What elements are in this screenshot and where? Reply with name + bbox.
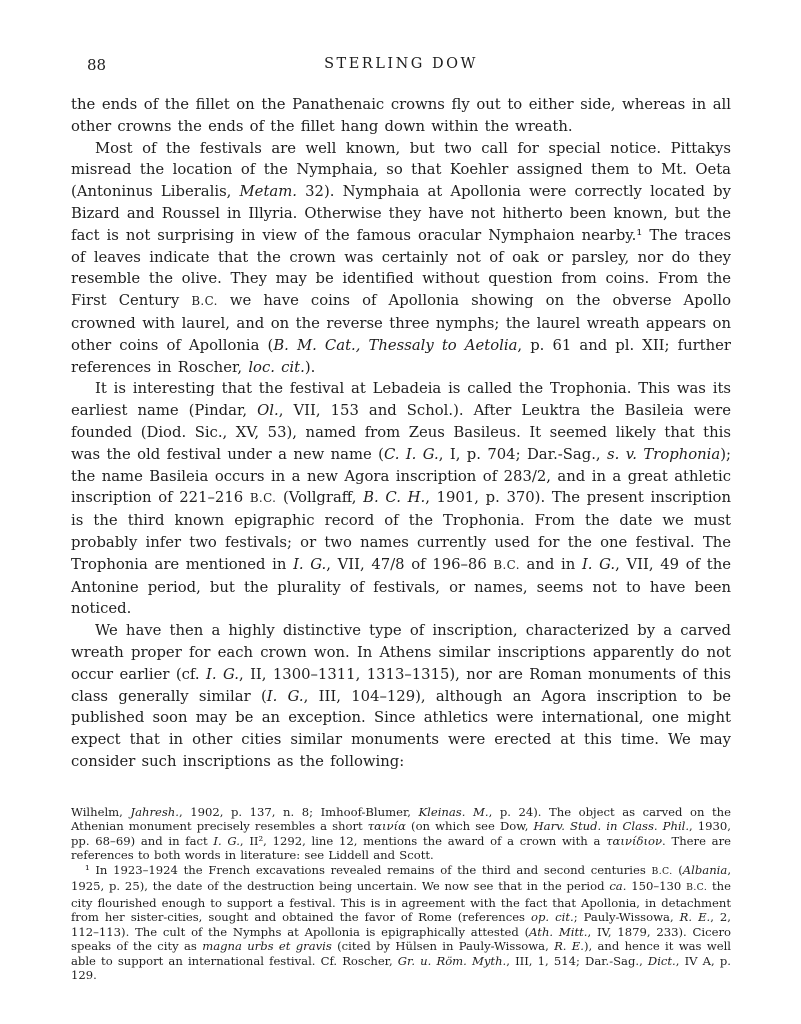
text-segment: we have coins of Apollonia showing on the obverse Apollo crowned with laurel, and on the reverse three nymphs; the laurel wreath appears on other coins of Apollonia ( [71,292,731,354]
italic-text: Albania [682,862,728,877]
smallcaps-text: B.C. [493,557,520,572]
italic-text: loc. cit. [248,358,305,376]
italic-text: op. cit. [531,910,574,925]
italic-text: I. G. [213,833,240,848]
smallcaps-text: B.C. [249,491,277,506]
text-segment: the city flourished enough to support a festival. This is in agreement with the fact that Apollonia, in detachment from her sister-cities, sought and obtained the favor of Rome (references [71,879,731,925]
footnote-paragraph [71,805,731,863]
text-segment: , II, 1300–1311, 1313–1315), nor are Roman monuments of this class generally similar ( [71,665,731,705]
text-segment: , IV A, p. 129. [71,953,731,983]
body-paragraph [71,138,731,379]
text-segment: , 2, 112–113). The cult of the Nymphs at Apollonia is epigraphically attested ( [71,910,731,939]
text-segment: the ends of the fillet on the Panathenaic crowns fly out to either side, whereas in all other crowns the ends of the fillet hang down within the wreath. [71,96,731,135]
italic-text: B. M. Cat., Thessaly to Aetolia [273,336,518,354]
text-segment: , VII, 153 and Schol.). After Leuktra the Basileia were founded (Diod. Sic., XV, 53), named from Zeus Basileus. It seemed likely that this was the old festival under a new name ( [71,402,731,463]
text-segment: , VII, 49 of the Antonine period, but the plurality of festivals, or names, seems not to have been noticed. [71,555,731,618]
italic-text: B. C. H. [363,489,426,507]
text-segment: , IV, 1879, 233). Cicero speaks of the city as [71,924,731,954]
text-segment: ( [672,862,683,877]
italic-text: R. E. [679,910,711,925]
italic-text: Ath. Mitt. [529,924,588,939]
body-paragraph [71,620,731,773]
italic-text: magna urbs et gravis [202,939,332,954]
running-header: STERLING DOW [324,56,478,72]
italic-text: s. v. Trophonia [607,445,721,463]
smallcaps-text: B.C. [191,294,218,309]
body-paragraph [71,378,731,620]
text-segment: It is interesting that the festival at Lebadeia is called the Trophonia. This was its earliest name (Pindar, [71,380,731,420]
text-segment: , VII, 47/8 of 196–86 [326,555,494,573]
text-segment: , 1930, pp. 68–69) and in fact [71,819,731,848]
italic-text: I. G. [581,555,616,573]
italic-text: I. G. [205,665,239,683]
italic-text: C. I. G. [383,445,439,463]
text-segment: ¹ In 1923–1924 the French excavations revealed remains of the third and second centuries [85,862,652,877]
italic-text: Dict. [647,953,676,968]
text-segment: 150–130 [626,879,687,894]
italic-text: R. E. [554,939,584,954]
italic-text: Metam. [239,183,297,201]
italic-text: ταινία [367,819,406,834]
text-segment: , 1901, p. 370). The present inscription is the third known epigraphic record of the Trophonia. From the date we must probably infer two festivals; or two names currently used for the one festival. The Trophonia are mentioned in [71,489,731,573]
smallcaps-text: B.C. [651,865,673,877]
footnotes [71,805,731,983]
text-segment: Most of the festivals are well known, but two call for special notice. Pittakys misread the location of the Nymphaia, so that Koehler assigned them to Mt. Oeta (Antoninus Liberalis, [71,139,731,201]
text-segment: , II², 1292, line 12, mentions the award of a crown with a [239,833,607,848]
text-segment: ); the name Basileia occurs in a new Agora inscription of 283/2, and in a great athletic inscription of 221–216 [71,445,731,507]
italic-text: I. G. [266,687,304,705]
text-segment: , I, p. 704; Dar.-Sag., [438,445,608,463]
italic-text: ca. [609,879,627,894]
text-segment: Wilhelm, [71,804,131,819]
page-number: 88 [87,56,107,74]
italic-text: Kleinas. M. [418,804,489,819]
text-segment: . There are references to both words in literature: see Liddell and Scott. [71,833,731,863]
text-segment: , p. 61 and pl. XII; further references in Roscher, [71,336,731,376]
text-segment: (Vollgraff, [276,489,364,507]
text-segment: ), and hence it was well able to support an international festival. Cf. Roscher, [71,939,732,968]
italic-text: Ol. [257,402,279,420]
text-segment: , 1925, p. 25), the date of the destruction being uncertain. We now see that in the period [71,862,731,894]
text-segment: , 1902, p. 137, n. 8; Imhoof-Blumer, [178,804,419,819]
text-segment: and in [519,555,582,573]
text-segment: We have then a highly distinctive type of inscription, characterized by a carved wreath proper for each crown won. In Athens similar inscriptions apparently do not occur earlier (cf. [71,622,731,683]
italic-text: ταινίδιον [606,833,663,848]
text-segment: , III, 1, 514; Dar.-Sag., [506,953,648,968]
italic-text: I. G. [293,555,327,573]
text-segment: ). [304,358,316,376]
text-segment: ; Pauly-Wissowa, [573,910,680,925]
page-header [71,56,731,78]
body-paragraph [71,94,731,138]
italic-text: Harv. Stud. in Class. Phil. [533,819,690,834]
smallcaps-text: B.C. [686,882,708,894]
italic-text: Gr. u. Röm. Myth. [397,953,507,968]
text-segment: 32). Nymphaia at Apollonia were correctly located by Bizard and Roussel in Illyria. Otherwise they have not hitherto been known, but the fact is not surprising in view of the famous oracular Nymphaion nearby.¹ The traces of leaves indicate that the crown was certainly not of oak or parsley, nor do they resemble the olive. They may be identified without question from coins. From the First Century [71,183,731,310]
text-segment: , p. 24). The object as carved on the Athenian monument precisely resembles a short [71,804,732,834]
text-segment: (cited by Hülsen in Pauly-Wissowa, [331,939,555,954]
italic-text: Jahresh. [130,804,179,819]
text-segment: (on which see Dow, [405,819,534,834]
text-segment: , III, 104–129), although an Agora inscription to be published soon may be an exception. Since athletics were international, one might expect that in other cities similar monuments were erected at this time. We may consider such inscriptions as the following: [71,687,731,770]
body-text [71,94,731,773]
footnote-paragraph [71,863,731,983]
